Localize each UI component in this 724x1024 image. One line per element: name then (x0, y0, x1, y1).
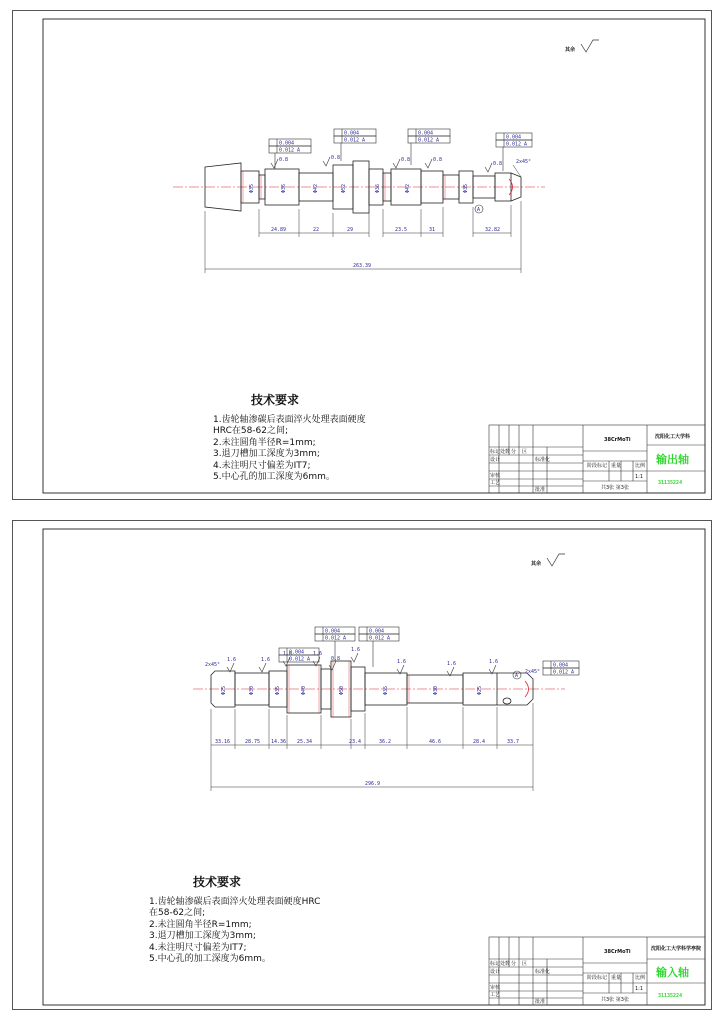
tech-req-line: 4.未注明尺寸偏差为IT7; (149, 942, 247, 953)
roughness-value: 0.8 (493, 161, 503, 167)
tolerance-value: 0.012 A (369, 635, 391, 642)
tech-req-line: 2.未注圆角半径R=1mm; (213, 437, 316, 448)
tolerance-value: 0.012 A (325, 635, 347, 642)
tolerance-value: 0.012 A (553, 669, 575, 676)
tb-row-label: 审核 (490, 985, 501, 991)
tb-stage-label: 阶段标记 (587, 975, 608, 981)
title-org: 沈阳化工大学科 (655, 434, 691, 440)
diameter-label: Φ35 (275, 685, 281, 695)
chamfer-label: 2x45° (205, 662, 221, 668)
tb-row-label: 分 (511, 449, 517, 455)
tb-row-label: 处数 (500, 449, 511, 455)
tb-row-label: 标准化 (535, 457, 551, 463)
tolerance-value: 0.004 (325, 628, 341, 635)
tb-stage-label: 重量 (611, 975, 622, 981)
roughness-value: 1.6 (447, 661, 457, 667)
tb-row-label: 区 (522, 961, 528, 967)
segment-length: 22 (313, 227, 320, 233)
title-drawing-no: 31135224 (658, 480, 683, 486)
tolerance-value: 0.012 A (506, 141, 528, 148)
tolerance-value: 0.004 (418, 130, 434, 137)
roughness-value: 1.6 (397, 659, 407, 665)
segment-length: 31 (429, 227, 436, 233)
segment-length: 29 (347, 227, 354, 233)
diameter-label: Φ40 (301, 685, 307, 695)
tech-req-line: 2.未注圆角半径R=1mm; (149, 919, 252, 930)
chamfer-label: 2x45° (525, 669, 541, 675)
tb-row-label: 设计 (490, 457, 501, 463)
diameter-label: Φ35 (463, 183, 469, 193)
tolerance-frame (279, 627, 579, 675)
tech-req-line: HRC在58-62之间; (213, 426, 289, 436)
diameter-label: Φ25 (477, 685, 483, 695)
tech-req-line: 5.中心孔的加工深度为6mm。 (213, 472, 335, 482)
technical-requirements (149, 877, 320, 966)
tb-row-label: 标记 (490, 449, 501, 455)
roughness-value: 1.6 (227, 657, 237, 663)
segment-length: 33.7 (507, 739, 520, 745)
drawing-canvas-2 (13, 521, 713, 1011)
tb-stage-label: 比例 (635, 463, 646, 469)
roughness-label: 其余 (565, 47, 576, 53)
roughness-label: 其余 (531, 561, 542, 567)
tb-row-label: 标准化 (535, 969, 551, 975)
roughness-value: 1.6 (489, 659, 499, 665)
datum-label: A (515, 673, 519, 679)
segment-length: 25.34 (297, 739, 313, 745)
tolerance-value: 0.004 (289, 649, 305, 656)
tolerance-value: 0.012 A (344, 137, 366, 144)
drawing-sheet-input-shaft (12, 520, 712, 1010)
tech-req-line: 5.中心孔的加工深度为6mm。 (149, 954, 271, 964)
roughness-value: 0.8 (331, 155, 341, 161)
roughness-marks (271, 157, 492, 172)
roughness-value: 1.6 (313, 651, 323, 657)
title-material: 38CrMoTi (604, 437, 631, 443)
roughness-value: 1.6 (283, 651, 293, 657)
tb-scale: 1:1 (635, 986, 644, 992)
tolerance-value: 0.004 (344, 130, 360, 137)
tb-row-label: 区 (522, 449, 528, 455)
tech-req-line: 4.未注明尺寸偏差为IT7; (213, 460, 311, 471)
title-drawing-no: 31135224 (658, 993, 683, 999)
tolerance-value: 0.004 (369, 628, 385, 635)
diameter-label: Φ25 (221, 685, 227, 695)
segment-length: 33.16 (215, 739, 231, 745)
tech-req-line: 3.退刀槽加工深度为3mm; (149, 931, 256, 941)
diameter-labels (249, 184, 469, 193)
tolerance-value: 0.012 A (289, 656, 311, 663)
tb-row-label: 处数 (500, 961, 511, 967)
diameter-label: Φ52 (341, 183, 347, 193)
roughness-value: 0.8 (433, 157, 443, 163)
segment-length: 46.6 (429, 739, 442, 745)
segment-length: 14.36 (271, 739, 287, 745)
title-part-name: 输入轴 (656, 966, 689, 979)
roughness-symbol (581, 40, 599, 52)
roughness-value: 0.8 (401, 157, 411, 163)
roughness-value: 1.6 (351, 647, 361, 653)
diameter-label: Φ42 (313, 183, 319, 193)
tb-row-label: 标记 (490, 961, 501, 967)
diameter-label: Φ42 (405, 183, 411, 193)
tb-row-label: 批准 (535, 999, 546, 1005)
tb-scale: 1:1 (635, 474, 644, 480)
tech-req-line: 1.齿轮轴渗碳后表面淬火处理表面硬度 (213, 414, 366, 425)
dimension-lines (211, 703, 533, 791)
diameter-label: Φ36 (375, 183, 381, 193)
roughness-value: 1.6 (261, 657, 271, 663)
tb-stage-label: 比例 (635, 975, 646, 981)
tb-row-label: 工艺 (490, 480, 501, 486)
total-length: 296.9 (365, 781, 381, 787)
diameter-label: Φ30 (433, 685, 439, 695)
chamfer-label: 2x45° (516, 159, 532, 165)
tb-stage-label: 重量 (611, 463, 622, 469)
roughness-value: 0.8 (331, 656, 341, 662)
tolerance-value: 0.012 A (418, 137, 440, 144)
diameter-label: Φ36 (281, 183, 287, 193)
segment-length: 36.2 (379, 739, 392, 745)
tech-req-title: 技术要求 (251, 393, 300, 407)
inner-frame (43, 19, 705, 493)
title-org: 沈阳化工大学科学亭院 (651, 946, 702, 952)
technical-requirements (213, 395, 366, 484)
total-length: 263.39 (353, 263, 372, 269)
tech-req-line: 1.齿轮轴渗碳后表面淬火处理表面硬度HRC (149, 896, 321, 907)
roughness-symbol (547, 554, 565, 566)
tb-row-label: 分 (511, 961, 517, 967)
title-material: 38CrMoTi (604, 949, 631, 955)
segment-length: 24.89 (271, 227, 287, 233)
tb-sheet: 共3张 第3张 (601, 485, 629, 491)
tolerance-value: 0.012 A (279, 147, 301, 154)
diameter-label: Φ35 (249, 183, 255, 193)
tech-req-title: 技术要求 (193, 875, 242, 889)
tb-row-label: 审核 (490, 473, 501, 479)
segment-length: 23.4 (349, 739, 362, 745)
inner-frame (43, 529, 705, 1005)
tolerance-value: 0.004 (279, 140, 295, 147)
tolerance-value: 0.004 (553, 662, 569, 669)
tb-row-label: 批准 (535, 487, 546, 493)
segment-length: 28.75 (245, 739, 261, 745)
segment-length: 32.82 (485, 227, 501, 233)
drawing-sheet-output-shaft (12, 10, 712, 500)
diameter-labels (221, 686, 483, 695)
segment-length: 28.4 (473, 739, 486, 745)
diameter-label: Φ30 (249, 685, 255, 695)
datum-label: A (477, 207, 481, 213)
tb-row-label: 工艺 (490, 992, 501, 998)
tech-req-line: 在58-62之间; (149, 908, 206, 918)
title-part-name: 输出轴 (656, 453, 689, 466)
tb-row-label: 设计 (490, 969, 501, 975)
tech-req-line: 3.退刀槽加工深度为3mm; (213, 449, 320, 459)
tb-stage-label: 阶段标记 (587, 463, 608, 469)
roughness-value: 0.8 (279, 157, 289, 163)
tolerance-value: 0.004 (506, 134, 522, 141)
diameter-label: Φ50 (339, 685, 345, 695)
diameter-label: Φ35 (383, 685, 389, 695)
segment-length: 23.5 (395, 227, 408, 233)
tb-sheet: 共3张 第3张 (601, 997, 629, 1003)
